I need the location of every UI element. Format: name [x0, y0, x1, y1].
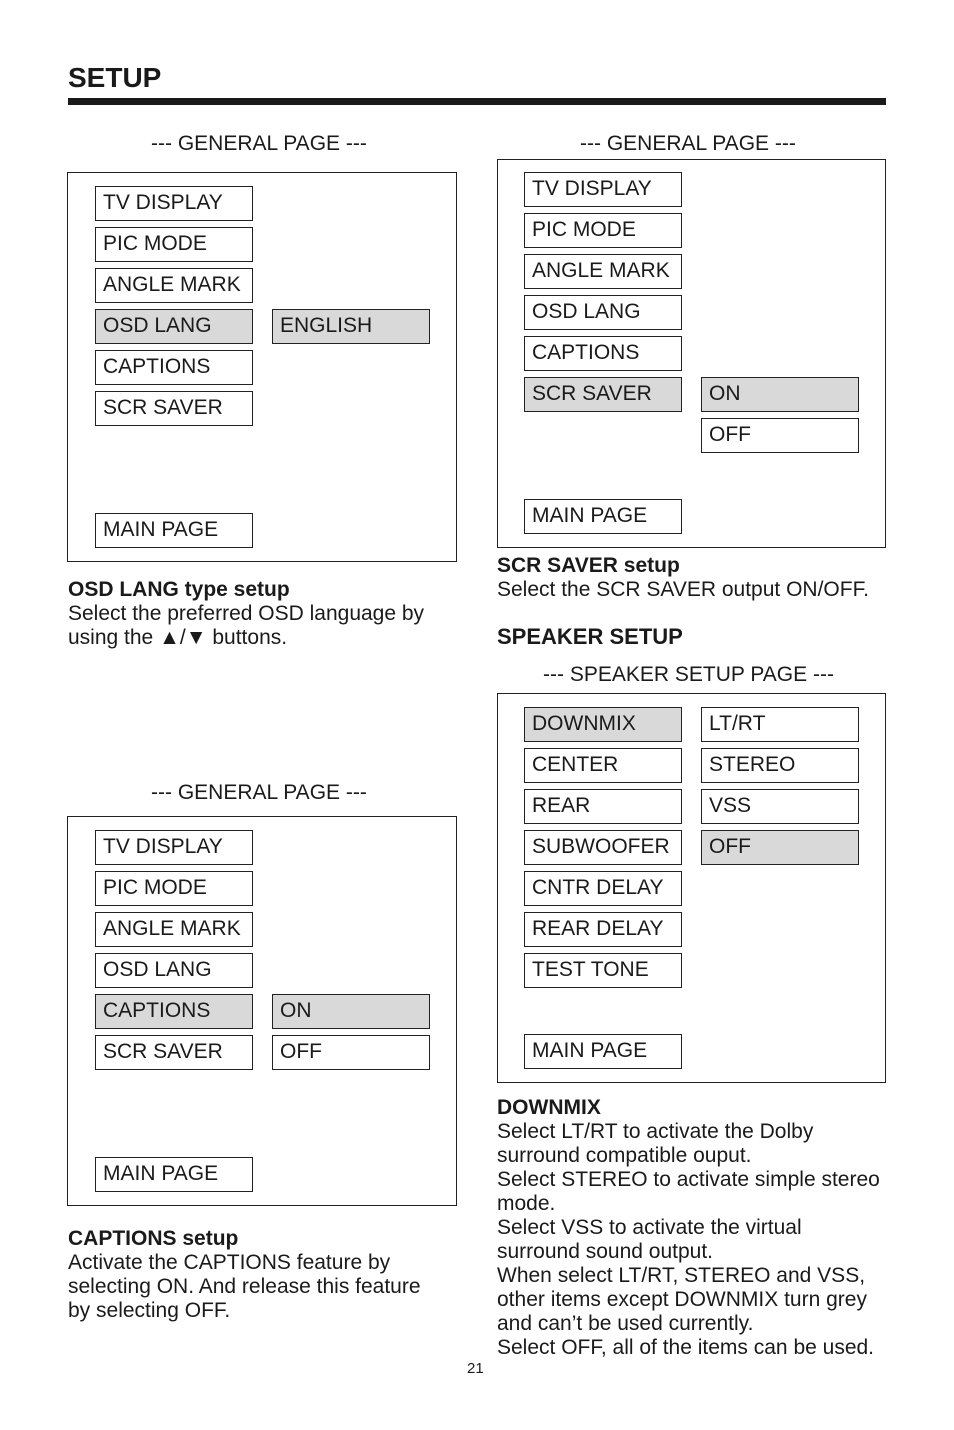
page-title: SETUP — [68, 62, 162, 93]
panel4-caption: --- SPEAKER SETUP PAGE --- — [543, 663, 834, 686]
downmix-line: Select OFF, all of the items can be used. — [497, 1336, 875, 1359]
menu-item-angle-mark[interactable]: ANGLE MARK — [524, 254, 682, 289]
panel1-menu-box — [67, 172, 457, 562]
scr-saver-heading: SCR SAVER setup — [497, 554, 680, 577]
menu-item-osd-lang[interactable]: OSD LANG — [95, 953, 253, 988]
menu-item-main-page[interactable]: MAIN PAGE — [524, 1034, 682, 1069]
menu-item-tv-display[interactable]: TV DISPLAY — [95, 186, 253, 221]
menu-item-osd-lang[interactable]: OSD LANG — [524, 295, 682, 330]
menu-item-rear[interactable]: REAR — [524, 789, 682, 824]
menu-item-main-page[interactable]: MAIN PAGE — [95, 1157, 253, 1192]
panel2-menu-box — [497, 159, 886, 548]
menu-item-angle-mark[interactable]: ANGLE MARK — [95, 912, 253, 947]
menu-item-tv-display[interactable]: TV DISPLAY — [95, 830, 253, 865]
downmix-line: Select VSS to activate the virtual — [497, 1216, 802, 1239]
menu-item-pic-mode[interactable]: PIC MODE — [95, 871, 253, 906]
menu-item-main-page[interactable]: MAIN PAGE — [524, 499, 682, 534]
option-english[interactable]: ENGLISH — [272, 309, 430, 344]
option-vss[interactable]: VSS — [701, 789, 859, 824]
osd-lang-heading: OSD LANG type setup — [68, 578, 290, 601]
menu-item-scr-saver[interactable]: SCR SAVER — [524, 377, 682, 412]
speaker-setup-heading: SPEAKER SETUP — [497, 624, 683, 649]
option-off[interactable]: OFF — [272, 1035, 430, 1070]
downmix-line: surround sound output. — [497, 1240, 713, 1263]
menu-item-center[interactable]: CENTER — [524, 748, 682, 783]
downmix-line: and can’t be used currently. — [497, 1312, 754, 1335]
menu-item-test-tone[interactable]: TEST TONE — [524, 953, 682, 988]
menu-item-scr-saver[interactable]: SCR SAVER — [95, 1035, 253, 1070]
menu-item-cntr-delay[interactable]: CNTR DELAY — [524, 871, 682, 906]
title-rule — [68, 98, 886, 105]
up-arrow-icon: ▲ — [159, 626, 180, 649]
menu-item-rear-delay[interactable]: REAR DELAY — [524, 912, 682, 947]
option-lt-rt[interactable]: LT/RT — [701, 707, 859, 742]
captions-line: by selecting OFF. — [68, 1299, 231, 1322]
downmix-line: When select LT/RT, STEREO and VSS, — [497, 1264, 866, 1287]
menu-item-downmix[interactable]: DOWNMIX — [524, 707, 682, 742]
option-off[interactable]: OFF — [701, 830, 859, 865]
menu-item-captions[interactable]: CAPTIONS — [524, 336, 682, 371]
menu-item-captions[interactable]: CAPTIONS — [95, 994, 253, 1029]
captions-heading: CAPTIONS setup — [68, 1227, 239, 1250]
down-arrow-icon: ▼ — [185, 626, 207, 649]
option-on[interactable]: ON — [701, 377, 859, 412]
downmix-line: Select LT/RT to activate the Dolby — [497, 1120, 814, 1143]
downmix-description — [497, 1120, 880, 1360]
option-on[interactable]: ON — [272, 994, 430, 1029]
osd-lang-line2-pre: using the — [68, 626, 154, 649]
slash: / — [179, 626, 186, 649]
menu-item-osd-lang[interactable]: OSD LANG — [95, 309, 253, 344]
panel3-menu-box — [67, 816, 457, 1206]
menu-item-tv-display[interactable]: TV DISPLAY — [524, 172, 682, 207]
osd-lang-line2-post: buttons. — [212, 626, 288, 649]
osd-lang-line1: Select the preferred OSD language by — [68, 602, 425, 625]
menu-item-subwoofer[interactable]: SUBWOOFER — [524, 830, 682, 865]
menu-item-scr-saver[interactable]: SCR SAVER — [95, 391, 253, 426]
captions-line: Activate the CAPTIONS feature by — [68, 1251, 391, 1274]
scr-saver-line1: Select the SCR SAVER output ON/OFF. — [497, 578, 869, 601]
panel3-caption: --- GENERAL PAGE --- — [151, 781, 367, 804]
menu-item-angle-mark[interactable]: ANGLE MARK — [95, 268, 253, 303]
downmix-line: mode. — [497, 1192, 556, 1215]
option-stereo[interactable]: STEREO — [701, 748, 859, 783]
downmix-heading: DOWNMIX — [497, 1096, 601, 1119]
panel1-caption: --- GENERAL PAGE --- — [151, 132, 367, 155]
menu-item-pic-mode[interactable]: PIC MODE — [95, 227, 253, 262]
downmix-line: surround compatible ouput. — [497, 1144, 752, 1167]
panel2-caption: --- GENERAL PAGE --- — [580, 132, 796, 155]
downmix-line: Select STEREO to activate simple stereo — [497, 1168, 880, 1191]
menu-item-captions[interactable]: CAPTIONS — [95, 350, 253, 385]
menu-item-main-page[interactable]: MAIN PAGE — [95, 513, 253, 548]
captions-description — [68, 1251, 421, 1323]
downmix-line: other items except DOWNMIX turn grey — [497, 1288, 867, 1311]
menu-item-pic-mode[interactable]: PIC MODE — [524, 213, 682, 248]
option-off[interactable]: OFF — [701, 418, 859, 453]
page-number: 21 — [467, 1360, 484, 1377]
captions-line: selecting ON. And release this feature — [68, 1275, 421, 1298]
osd-lang-line2 — [68, 626, 287, 650]
panel4-menu-box — [497, 693, 886, 1083]
